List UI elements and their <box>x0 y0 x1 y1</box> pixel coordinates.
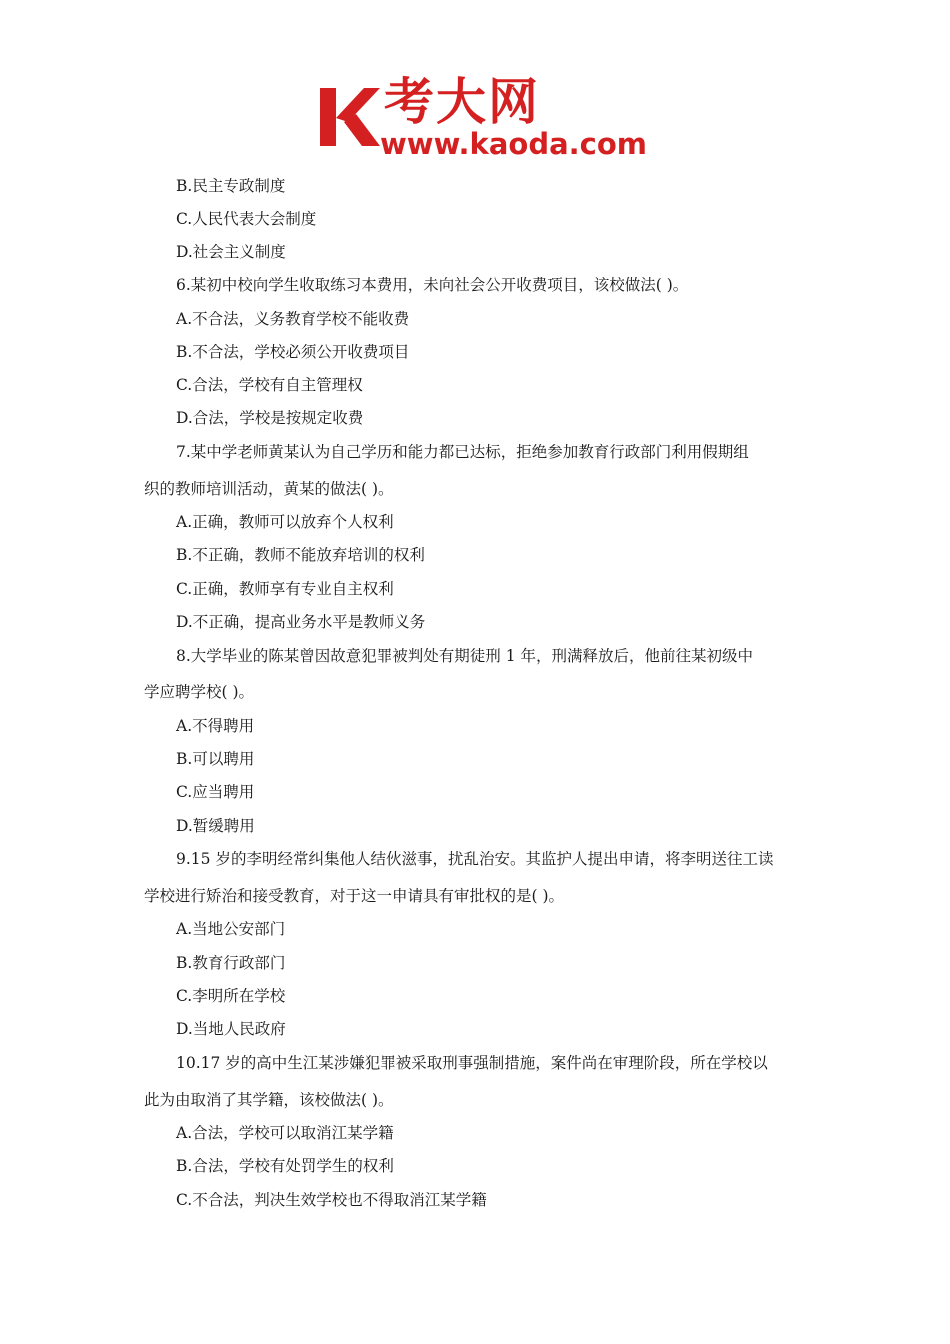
question-10-line2: 此为由取消了其学籍，该校做法( )。 <box>144 1091 394 1109</box>
option-6d: D.合法，学校是按规定收费 <box>176 409 364 427</box>
option-5c: C.人民代表大会制度 <box>176 210 317 228</box>
logo-url-text: www.kaoda.com <box>380 127 647 161</box>
question-7-line1: 7.某中学老师黄某认为自己学历和能力都已达标，拒绝参加教育行政部门利用假期组 <box>176 443 749 461</box>
option-10c: C.不合法，判决生效学校也不得取消江某学籍 <box>176 1191 487 1209</box>
question-9-line1: 9.15 岁的李明经常纠集他人结伙滋事，扰乱治安。其监护人提出申请，将李明送往工读 <box>176 850 774 868</box>
option-6a: A.不合法，义务教育学校不能收费 <box>176 310 410 328</box>
option-10b: B.合法，学校有处罚学生的权利 <box>176 1157 394 1175</box>
option-8a: A.不得聘用 <box>176 717 255 735</box>
option-7a: A.正确，教师可以放弃个人权利 <box>176 513 394 531</box>
option-9b: B.教育行政部门 <box>176 954 286 972</box>
logo-chinese-text: 考大网 <box>384 73 540 131</box>
kaoda-logo <box>318 73 647 162</box>
option-7d: D.不正确，提高业务水平是教师义务 <box>176 613 426 631</box>
option-7c: C.正确，教师享有专业自主权利 <box>176 580 394 598</box>
option-6b: B.不合法，学校必须公开收费项目 <box>176 343 410 361</box>
question-9-line2: 学校进行矫治和接受教育，对于这一申请具有审批权的是( )。 <box>144 887 565 905</box>
option-8b: B.可以聘用 <box>176 750 255 768</box>
option-5d: D.社会主义制度 <box>176 243 286 261</box>
option-6c: C.合法，学校有自主管理权 <box>176 376 363 394</box>
question-10-line1: 10.17 岁的高中生江某涉嫌犯罪被采取刑事强制措施，案件尚在审理阶段，所在学校以 <box>176 1054 768 1072</box>
option-8c: C.应当聘用 <box>176 783 255 801</box>
option-9c: C.李明所在学校 <box>176 987 286 1005</box>
option-5b: B.民主专政制度 <box>176 177 286 195</box>
question-8-line2: 学应聘学校( )。 <box>144 683 255 701</box>
option-9d: D.当地人民政府 <box>176 1020 286 1038</box>
question-6: 6.某初中校向学生收取练习本费用，未向社会公开收费项目，该校做法( )。 <box>176 276 689 294</box>
question-8-line1: 8.大学毕业的陈某曾因故意犯罪被判处有期徒刑 1 年，刑满释放后，他前往某初级中 <box>176 647 754 665</box>
option-10a: A.合法，学校可以取消江某学籍 <box>176 1124 394 1142</box>
option-7b: B.不正确，教师不能放弃培训的权利 <box>176 546 425 564</box>
option-8d: D.暂缓聘用 <box>176 817 255 835</box>
k-logo-icon <box>318 82 382 152</box>
option-9a: A.当地公安部门 <box>176 920 286 938</box>
question-7-line2: 织的教师培训活动，黄某的做法( )。 <box>144 480 394 498</box>
